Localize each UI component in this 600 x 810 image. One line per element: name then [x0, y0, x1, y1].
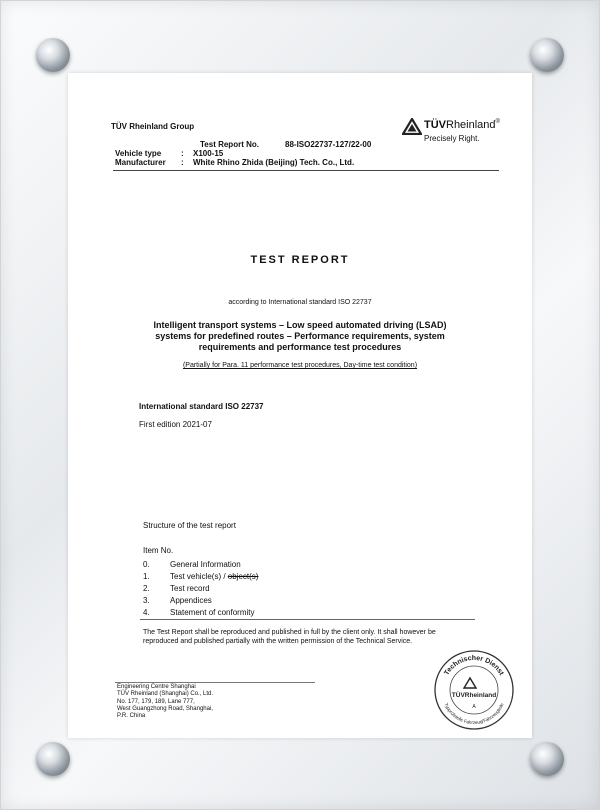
logo-text-thin: Rheinland [446, 119, 496, 131]
manufacturer-sep: : [181, 158, 184, 167]
tuv-triangle-icon [402, 118, 422, 135]
item-number: 0. [143, 560, 150, 569]
stamp-top-text: Technischer Dienst [443, 654, 505, 677]
vehicle-type-value: X100-15 [193, 149, 224, 158]
subject-line-1: Intelligent transport systems – Low speed automated driving (LSAD) [153, 320, 447, 330]
technical-service-stamp-icon [432, 648, 516, 732]
item-no-label: Item No. [143, 546, 174, 555]
notice-line-2: reproduced and published partially with the written permission of the Technical Service. [143, 638, 413, 645]
item-number: 3. [143, 596, 150, 605]
tuv-logo [402, 116, 502, 146]
struck-text: object(s) [227, 572, 259, 581]
item-number: 1. [143, 572, 150, 581]
edition: First edition 2021-07 [139, 420, 212, 429]
item-text: Test record [170, 584, 210, 593]
bottom-right-bolt-icon [530, 742, 564, 776]
header-divider [113, 170, 499, 171]
stamp-letter: A [472, 704, 476, 710]
manufacturer-value: White Rhino Zhida (Beijing) Tech. Co., Ltd. [193, 158, 355, 167]
footer-divider [115, 682, 315, 683]
report-no-value: 88-ISO22737-127/22-00 [285, 140, 372, 149]
footer-line: No. 177, 179, 189, Lane 777, [117, 698, 195, 705]
item-number: 2. [143, 584, 150, 593]
footer-line: Engineering Centre Shanghai [117, 684, 196, 690]
structure-divider [140, 619, 475, 620]
partial-note: (Partially for Para. 11 performance test procedures, Day-time test condition) [182, 362, 418, 369]
vehicle-type-label: Vehicle type [115, 149, 162, 158]
manufacturer-label: Manufacturer [115, 158, 166, 167]
logo-text-bold: TÜV [424, 119, 446, 131]
stamp-center-text: TÜVRheinland [451, 692, 497, 699]
top-right-bolt-icon [530, 38, 564, 72]
logo-reg: ® [495, 119, 500, 125]
according-line: according to International standard ISO 22737 [228, 299, 372, 306]
document-title: TEST REPORT [250, 254, 350, 266]
item-text: General Information [170, 560, 241, 569]
item-text: Test vehicle(s) / object(s) [170, 572, 259, 581]
group-name: TÜV Rheinland Group [111, 122, 195, 131]
notice-line-1: The Test Report shall be reproduced and published in full by the client only. It shall however be [143, 629, 436, 636]
standard-name: International standard ISO 22737 [139, 402, 264, 411]
item-text: Statement of conformity [170, 608, 255, 617]
footer-line: West Guangzhong Road, Shanghai, [117, 705, 213, 712]
stamp-bottom-text: Typprüfstelle Fahrzeug/Fahrzeugteile [443, 702, 505, 726]
top-left-bolt-icon [36, 38, 70, 72]
subject-line-3: requirements and performance test procedures [198, 342, 402, 352]
logo-tagline: Precisely Right. [424, 134, 480, 143]
subject-line-2: systems for predefined routes – Performance requirements, system [155, 331, 445, 341]
item-text: Appendices [170, 596, 212, 605]
footer-address [117, 684, 213, 720]
vehicle-type-sep: : [181, 149, 184, 158]
footer-line: P.R. China [117, 713, 146, 720]
item-number: 4. [143, 608, 150, 617]
bottom-left-bolt-icon [36, 742, 70, 776]
structure-heading: Structure of the test report [143, 521, 236, 530]
report-no-label: Test Report No. [200, 140, 259, 149]
footer-line: TÜV Rheinland (Shanghai) Co., Ltd. [117, 691, 214, 698]
